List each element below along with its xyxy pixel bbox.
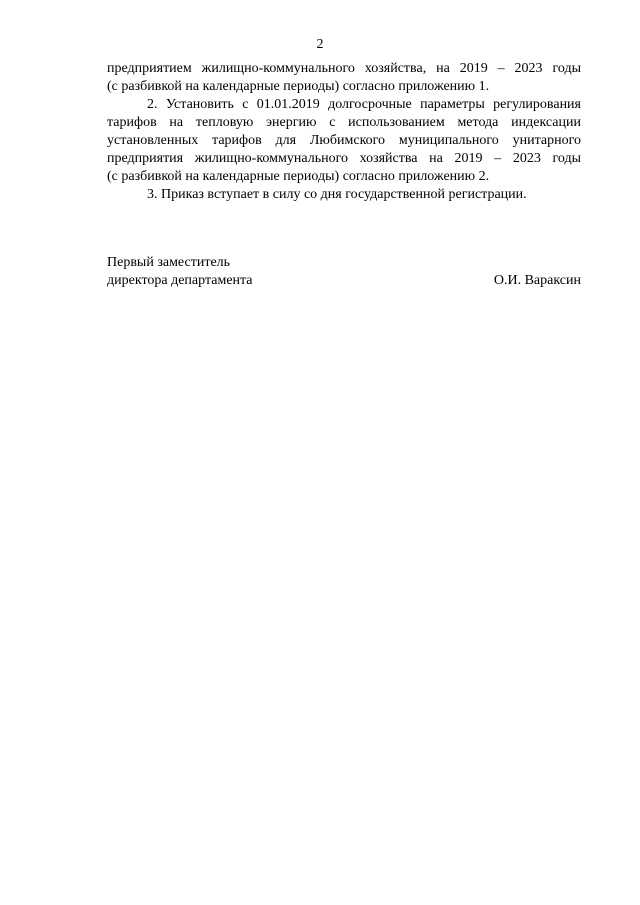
paragraph-2-line-4: предприятия жилищно-коммунального хозяйства на 2019 – 2023 годы <box>107 151 581 166</box>
signatory-position-line-2: директора департамента <box>107 273 253 288</box>
signature-row-2 <box>107 272 581 290</box>
paragraph-2-line-5: (с разбивкой на календарные периоды) согласно приложению 2. <box>107 169 490 184</box>
signature-block <box>107 254 581 290</box>
paragraph-2-line-3: установленных тарифов для Любимского муниципального унитарного <box>107 133 581 148</box>
paragraph-3: 3. Приказ вступает в силу со дня государственной регистрации. <box>147 187 527 202</box>
paragraph-1-line-1: предприятием жилищно-коммунального хозяйства, на 2019 – 2023 годы <box>107 61 581 76</box>
signature-row-1 <box>107 254 581 272</box>
paragraph-2-line-2: тарифов на тепловую энергию с использованием метода индексации <box>107 115 581 130</box>
paragraph-1-line-2: (с разбивкой на календарные периоды) согласно приложению 1. <box>107 79 490 94</box>
paragraph-2-line-1: 2. Установить с 01.01.2019 долгосрочные параметры регулирования <box>147 97 581 112</box>
signatory-position-line-1: Первый заместитель <box>107 255 231 270</box>
page-number: 2 <box>316 37 324 52</box>
document-body <box>107 60 581 204</box>
signatory-name: О.И. Вараксин <box>493 273 581 288</box>
